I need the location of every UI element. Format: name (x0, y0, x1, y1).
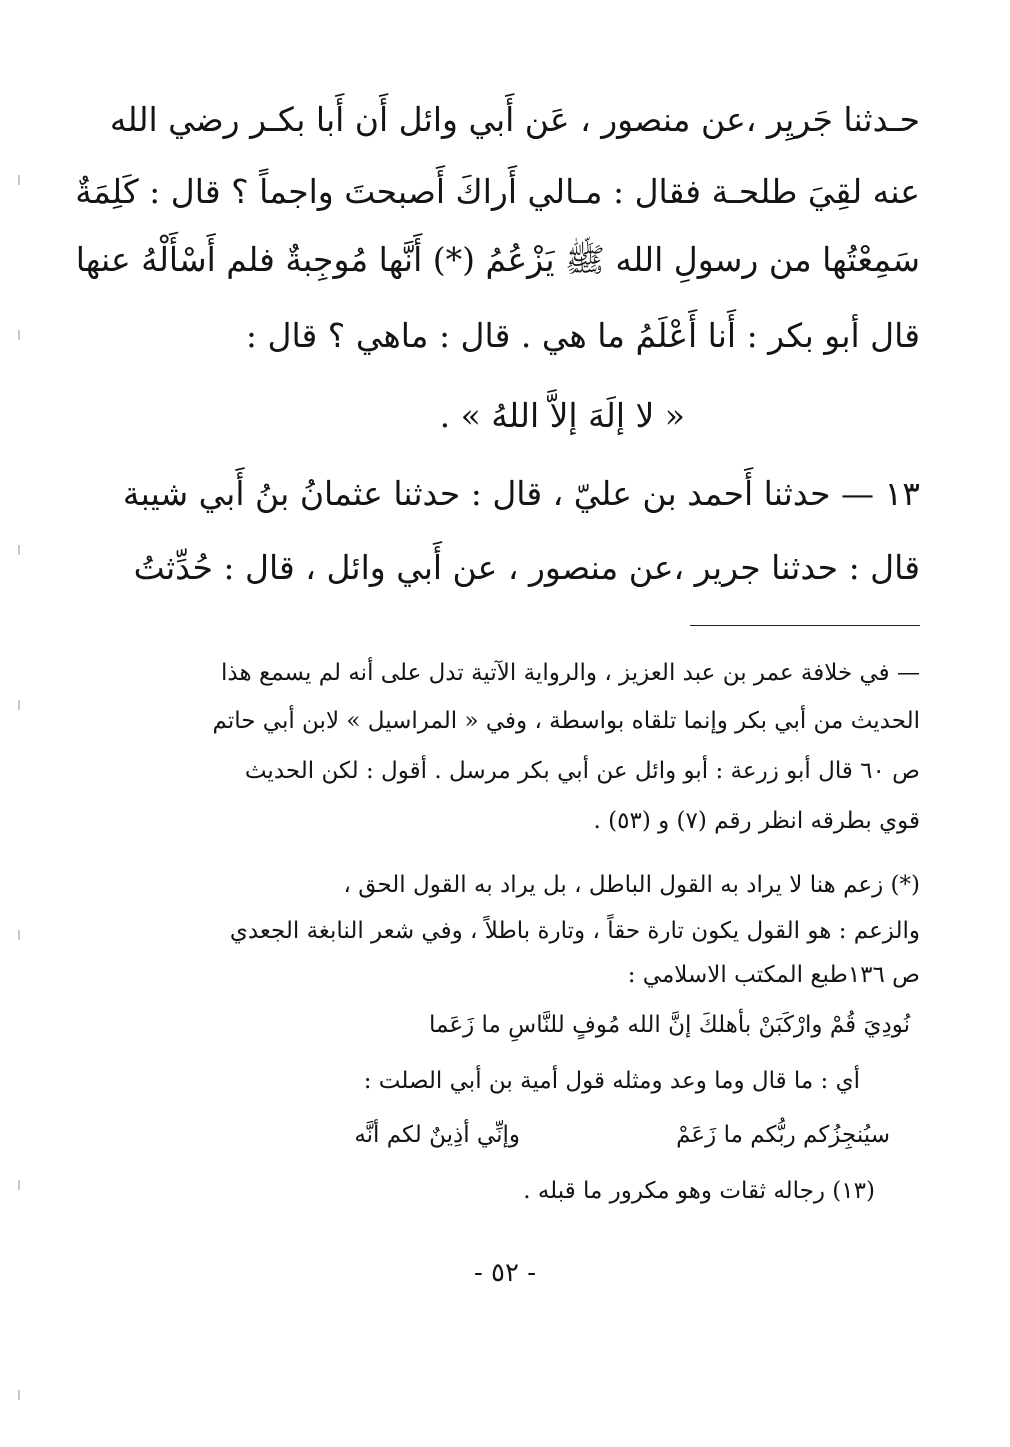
scan-mark (18, 175, 20, 185)
zaam-note-line-1: (*) زعم هنا لا يراد به القول الباطل ، بل يراد به القول الحق ، (343, 872, 920, 898)
footnote-separator (690, 625, 920, 626)
scan-mark (18, 330, 20, 340)
tahlil-line: « لا إلَهَ إلاَّ اللهُ » . (439, 396, 685, 435)
footnote-line-4: قوي بطرقه انظر رقم (٧) و (٥٣) . (593, 808, 920, 834)
note-13: (١٣) رجاله ثقات وهو مكرور ما قبله . (523, 1178, 875, 1204)
main-text-line-3: سَمِعْتُها من رسولِ الله ﷺ يَزْعُمُ (*) أَنَّها مُوجِبةٌ فلم أَسْأَلْهُ عنها (75, 240, 920, 279)
poetry-verse-2-first-hemistich: وإنِّي أذِينٌ لكم أنَّه (354, 1122, 520, 1148)
scan-mark (18, 1390, 20, 1400)
poetry-verse-2-second-hemistich: سيُنجِزُكم ربُّكم ما زَعَمْ (676, 1122, 890, 1148)
footnote-line-1: — في خلافة عمر بن عبد العزيز ، والرواية الآتية تدل على أنه لم يسمع هذا (221, 660, 920, 686)
scan-mark (18, 545, 20, 555)
hadith-13-line-1: ١٣ — حدثنا أَحمد بن عليّ ، قال : حدثنا عثمانُ بنُ أَبي شيبة (122, 474, 920, 513)
explanation-line: أي : ما قال وما وعد ومثله قول أمية بن أبي الصلت : (363, 1068, 860, 1094)
poetry-verse-1: نُودِيَ قُمْ وارْكَبَنْ بأهلكَ إنَّ الله مُوفٍ للنَّاسِ ما زَعَما (429, 1012, 910, 1038)
main-text-line-4: قال أبو بكر : أَنا أَعْلَمُ ما هي . قال : ماهي ؟ قال : (245, 316, 920, 355)
hadith-13-line-2: قال : حدثنا جرير ،عن منصور ، عن أَبي وائل ، قال : حُدِّثتُ (133, 548, 920, 587)
zaam-note-line-2: والزعم : هو القول يكون تارة حقاً ، وتارة باطلاً ، وفي شعر النابغة الجعدي (229, 918, 920, 944)
scan-mark (18, 1180, 20, 1190)
scan-mark (18, 930, 20, 940)
page-number: - ٥٢ - (473, 1258, 537, 1288)
main-text-line-2: عنه لقِيَ طلحـة فقال : مـالي أَراكَ أَصبحتَ واجماً ؟ قال : كَلِمَةٌ (75, 172, 920, 211)
zaam-note-line-3: ص ١٣٦طبع المكتب الاسلامي : (627, 962, 920, 988)
main-text-line-1: حـدثنا جَريِر ،عن منصور ، عَن أَبي وائل أَن أَبا بكـر رضي الله (109, 100, 920, 139)
footnote-line-2: الحديث من أبي بكر وإنما تلقاه بواسطة ، وفي « المراسيل » لابن أبي حاتم (212, 708, 920, 734)
scan-mark (18, 700, 20, 710)
footnote-line-3: ص ٦٠ قال أبو زرعة : أبو وائل عن أبي بكر مرسل . أقول : لكن الحديث (244, 758, 920, 784)
